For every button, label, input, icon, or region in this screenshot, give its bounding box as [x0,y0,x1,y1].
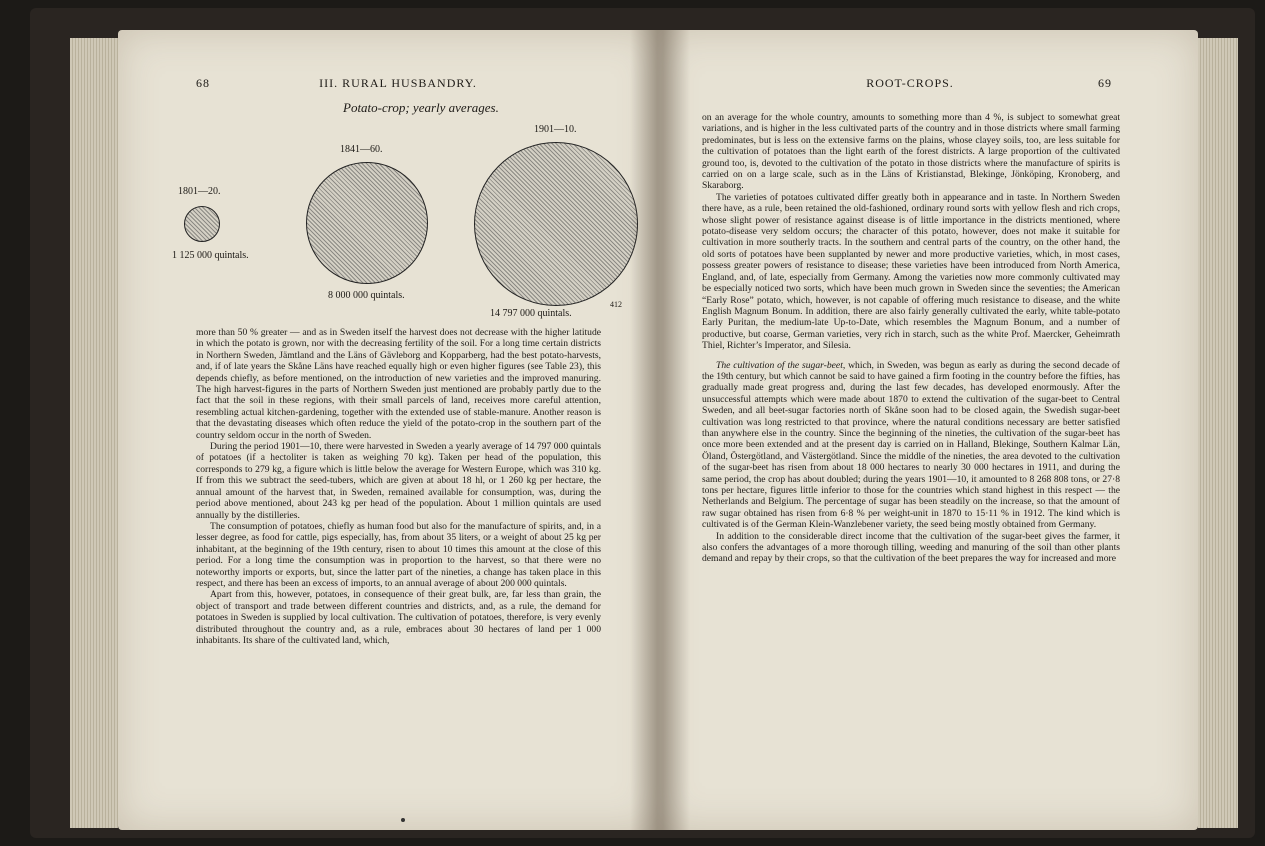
printer-mark [401,818,405,822]
left-paragraph: Apart from this, however, potatoes, in consequence of their great bulk, are, far less than grain, the object of transport and trade between different countries and districts, and, as a rule, the demand for potatoes in Sweden is supplied by local cultivation. The cultivation of potatoes, therefore, is very evenly distributed throughout the country and, as a rule, embraces about 30 hectares of land per 1 000 inhabitants. Its share of the cultivated land, which, [196,589,601,646]
right-paragraph: The varieties of potatoes cultivated differ greatly both in appearance and in taste. In Northern Sweden there have, as a rule, been retained the old-fashioned, ordinary round sorts with yellow flesh and rich crops, whose slight power of resistance against disease is of little importance in the districts mentioned, where potato-disease very seldom occurs; the character of this potato, however, does not make it suitable for cultivation in more southerly tracts. In the southern and central parts of the country, on the other hand, the old sorts of potatoes have been supplanted by newer and more productive varieties, which, in most cases, possess greater powers of resistance to disease; these varieties have been introduced from North America, England, and, of late, especially from Germany. Among the varieties now more commonly cultivated may be especially noticed two sorts, which have been much grown in Sweden since the seventies; the American “Early Rose” potato, which, however, is not capable of offering much resistance to disease, and the white English Magnum Bonum. In addition, there are also fairly generally cultivated the early, white table-potato Early Puritan, the medium-late Up-to-Date, which resembles the Magnum Bonum, and a number of productive, but coarse, German varieties, very rich in starch, such as the white Prof. Maercker, Geheimrath Thiel, Richter’s Imperator, and Silesia. [702,191,1120,352]
page-edges-right [1198,38,1238,828]
period-label-2: 1841—60. [340,144,383,155]
value-label-3: 14 797 000 quintals. [490,308,572,319]
left-header [196,76,606,91]
page-edges-left [70,38,118,828]
right-paragraph: In addition to the considerable direct income that the cultivation of the sugar-beet gives the farmer, it also confers the advantages of a more thorough tilling, weeding and manuring of the soil than other plants demand and repay by their crops, so that the cultivation of the beet prepares the way for increased and more [702,530,1120,565]
sugar-beet-lead-in: The cultivation of the sugar-beet [716,359,843,371]
left-page [118,30,658,830]
right-body-text [702,112,1120,565]
circle-1901-10 [474,142,638,306]
circle-1841-60 [306,162,428,284]
period-label-1: 1801—20. [178,186,221,197]
value-label-2: 8 000 000 quintals. [328,290,405,301]
period-label-3: 1901—10. [534,124,577,135]
right-page-number: 69 [1098,76,1112,90]
potato-crop-figure [172,122,622,322]
figure-number: 412 [610,300,622,309]
left-running-head: III. RURAL HUSBANDRY. [319,76,477,90]
left-paragraph: During the period 1901—10, there were harvested in Sweden a yearly average of 14 797 000 quintals of potatoes (if a hectoliter is taken as weighing 70 kg). Taken per head of the population, this corresponds to 279 kg, a figure which is little below the average for Western Europe, which was 310 kg. If from this we subtract the seed-tubers, which are given at about 18 hl, or 1 260 kg per hectare, the annual amount of the harvest that, in Sweden, remained available for consumption, was, during the period above mentioned, about 243 kg per head of the population. About 1 million quintals are used annually by the distilleries. [196,441,601,521]
figure-title: Potato-crop; yearly averages. [343,100,499,115]
value-label-1: 1 125 000 quintals. [172,250,249,261]
circle-1801-20 [184,206,220,242]
right-header [702,76,1112,91]
left-page-number: 68 [196,76,210,90]
book-gutter [630,30,690,830]
book [30,8,1255,838]
right-page [658,30,1198,830]
left-body-text [196,327,601,646]
right-paragraph: on an average for the whole country, amounts to something more than 4 %, is subject to somewhat great variations, and is higher in the less cultivated parts of the country and in those districts where small farming predominates, but is less on the extensive farms on the plains, whose clayey soils, too, are less suitable for the cultivation of potatoes than the light earth of the forest districts. A large proportion of the cultivated ground too, is, devoted to the cultivation of the potato in those districts where the manufacture of spirits is carried on on a large scale, such as in the Läns of Kristianstad, Blekinge, Jönköping, Kronoberg, and Skaraborg. [702,112,1120,192]
left-paragraph: more than 50 % greater — and as in Sweden itself the harvest does not decrease with the higher latitude in which the potato is grown, nor with the decreasing fertility of the soil. For a long time certain districts in Northern Sweden, Jämtland and the Läns of Gävleborg and Kopparberg, had the best potato-harvests, and, if of late years the Skåne Läns have reached equally high or even higher figures (see Table 23), this depends chiefly, as before mentioned, on the introduction of new varieties and the improved manuring. The high harvest-figures in the parts of Northern Sweden just mentioned are probably partly due to the fact that the soil in these regions, with their small parcels of land, receives more careful attention, resembling actual kitchen-gardening, together with the extended use of stable-manure. Another reason is that the devastating diseases which often reduce the yield of the potato-crop in the southern part of the country seldom occur in the north of Sweden. [196,327,601,441]
right-running-head: ROOT-CROPS. [866,76,954,90]
right-paragraph-sugar-beet: The cultivation of the sugar-beet, which, in Sweden, was begun as early as during the second decade of the 19th century, but which cannot be said to have gained a firm footing in the country before the fifties, has gradually made great progress and, during the last few decades, has developed enormously. After the unsuccessful attempts which were made about 1870 to extend the cultivation of the sugar-beet to Central Sweden, and all beet-sugar factories north of Skåne soon had to be closed again, the Swedish sugar-beet cultivation was long restricted to that province, where the natural conditions necessary are better satisfied than anywhere else in the country. Since the beginning of the nineties, the cultivation of the sugar-beet has once more been extended and at the present day is carried on in Halland, Blekinge, Southern Kalmar Län, Öland, Östergötland, and Västergötland. Since the middle of the nineties, the area devoted to the cultivation of the sugar-beet has risen from about 18 000 hectares to nearly 30 000 hectares in 1911, and during the same period, the crop has about doubled; during the years 1901—10, it amounted to 8 268 808 tons, or 27·8 tons per hectare, figures little inferior to those for the countries which stand highest in this respect — the Netherlands and Belgium. The percentage of sugar has been steadily on the increase, so that the amount of raw sugar obtained has risen from 6·8 % per weight-unit in 1870 to 15·11 % in 1912. The kind which is cultivated is of the German Klein-Wanzlebener variety, the seed being mostly obtained from Germany. [702,359,1120,531]
left-paragraph: The consumption of potatoes, chiefly as human food but also for the manufacture of spirits, and, in a lesser degree, as food for cattle, pigs especially, has, from about 35 liters, or a weight of about 25 kg per inhabitant, at the beginning of the 19th century, risen to about 10 times this amount at the close of this period. For a long time the consumption was in proportion to the harvest, so that there were no noteworthy imports or exports, but, since the latter part of the nineties, a change has taken place in this respect, and there has been an excess of imports, to an annual average of about 200 000 quintals. [196,520,601,589]
